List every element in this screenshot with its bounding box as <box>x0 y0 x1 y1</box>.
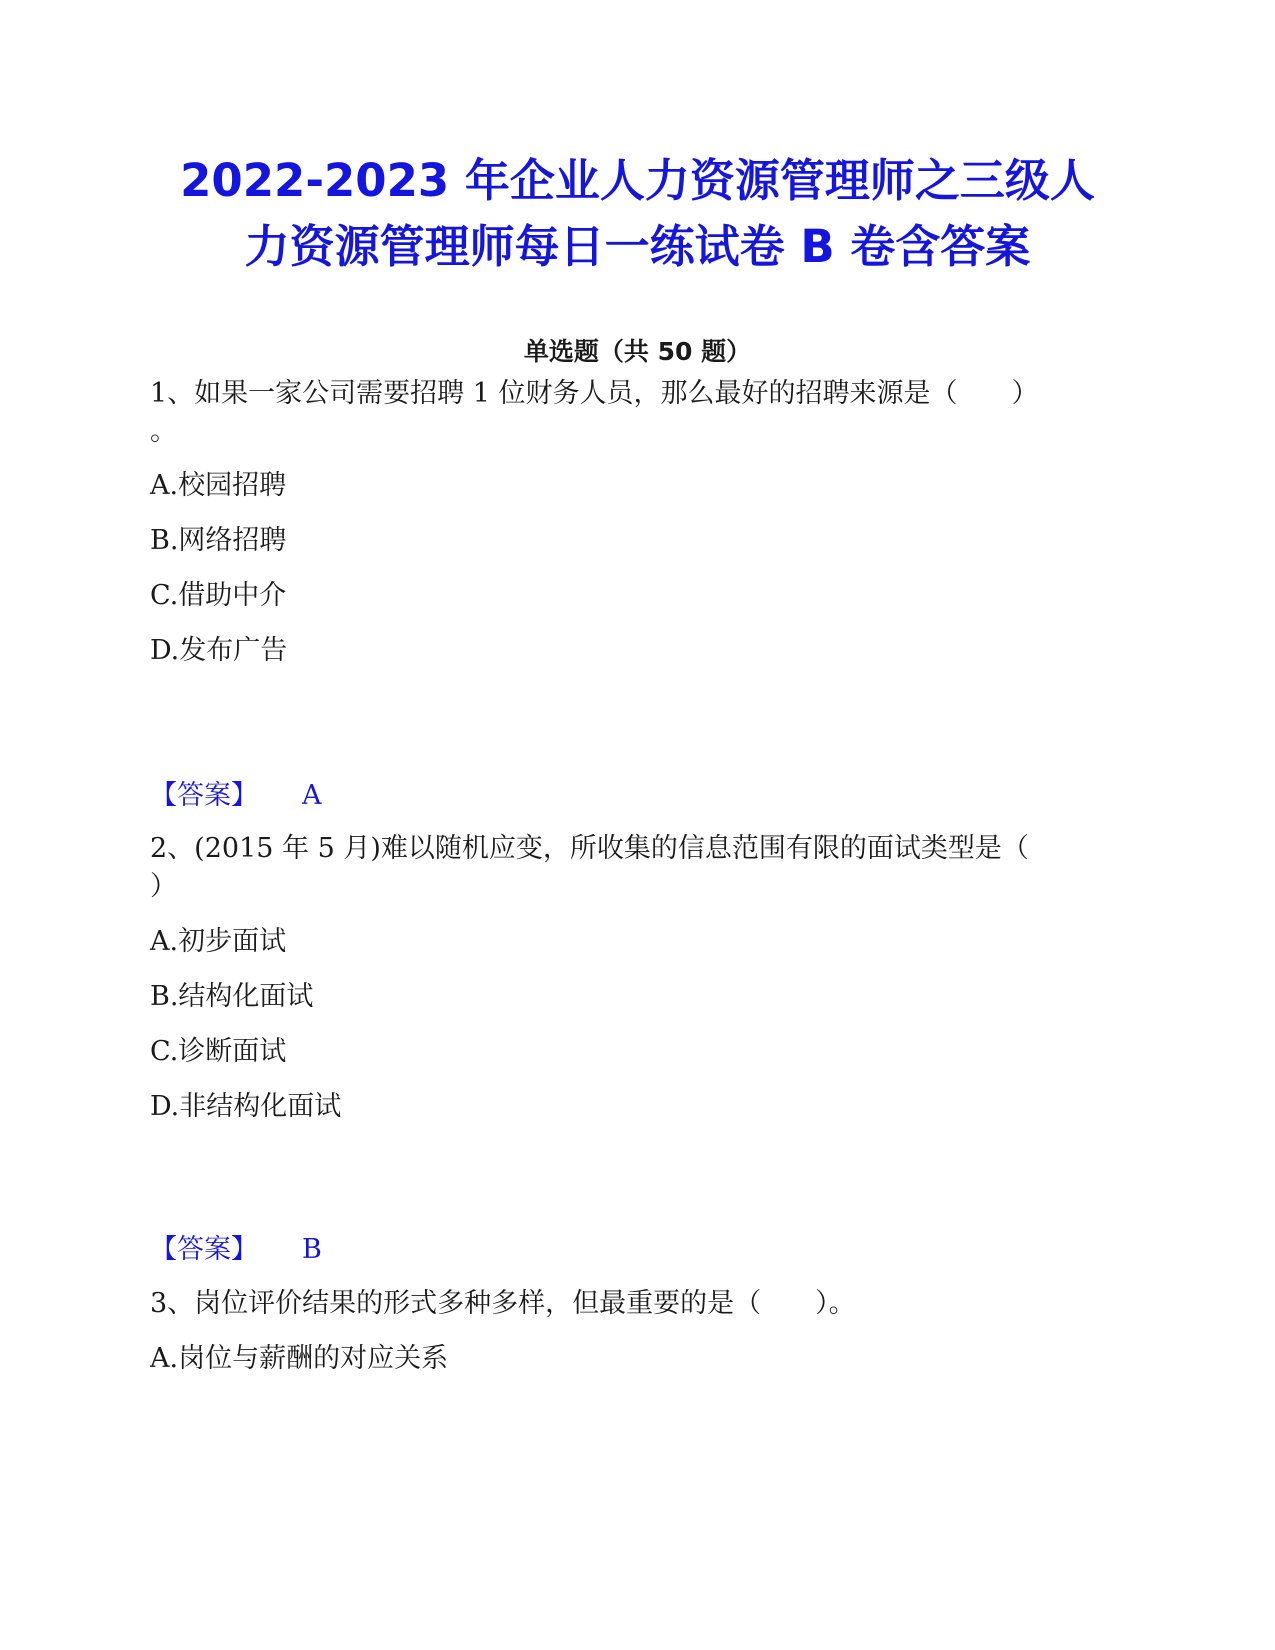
question-2-answer <box>150 1232 322 1268</box>
question-1-stem-text: 1、如果一家公司需要招聘 1 位财务人员，那么最好的招聘来源是（ ） <box>150 378 1039 409</box>
question-1-option-a: A.校园招聘 <box>150 470 287 501</box>
question-2-stem-tail: ） <box>150 871 177 902</box>
question-2-stem-text: 2、(2015 年 5 月)难以随机应变，所收集的信息范围有限的面试类型是（ <box>150 833 1029 864</box>
question-1-stem-tail: 。 <box>150 416 177 447</box>
document-title <box>100 148 1175 280</box>
question-1-answer <box>150 778 322 814</box>
question-2-option-a: A.初步面试 <box>150 926 287 957</box>
question-1-option-b: B.网络招聘 <box>150 525 287 556</box>
question-1-stem <box>150 375 1085 451</box>
question-1-option-c: C.借助中介 <box>150 580 287 611</box>
question-2-stem <box>150 830 1085 906</box>
document-title-line-2: 力资源管理师每日一练试卷 B 卷含答案 <box>244 220 1031 273</box>
question-1-option-d: D.发布广告 <box>150 635 288 666</box>
question-2-option-c: C.诊断面试 <box>150 1036 287 1067</box>
question-3-option-a: A.岗位与薪酬的对应关系 <box>150 1343 449 1374</box>
document-title-line-1: 2022-2023 年企业人力资源管理师之三级人 <box>180 154 1095 207</box>
question-2-option-d: D.非结构化面试 <box>150 1091 342 1122</box>
section-heading: 单选题（共 50 题） <box>523 337 752 366</box>
answer-label: 【答案】 <box>150 780 258 811</box>
question-2-option-b: B.结构化面试 <box>150 981 314 1012</box>
question-3-stem: 3、岗位评价结果的形式多种多样，但最重要的是（ ）。 <box>150 1288 856 1319</box>
answer-label: 【答案】 <box>150 1234 258 1265</box>
answer-value: B <box>302 1234 322 1265</box>
answer-value: A <box>302 780 322 811</box>
